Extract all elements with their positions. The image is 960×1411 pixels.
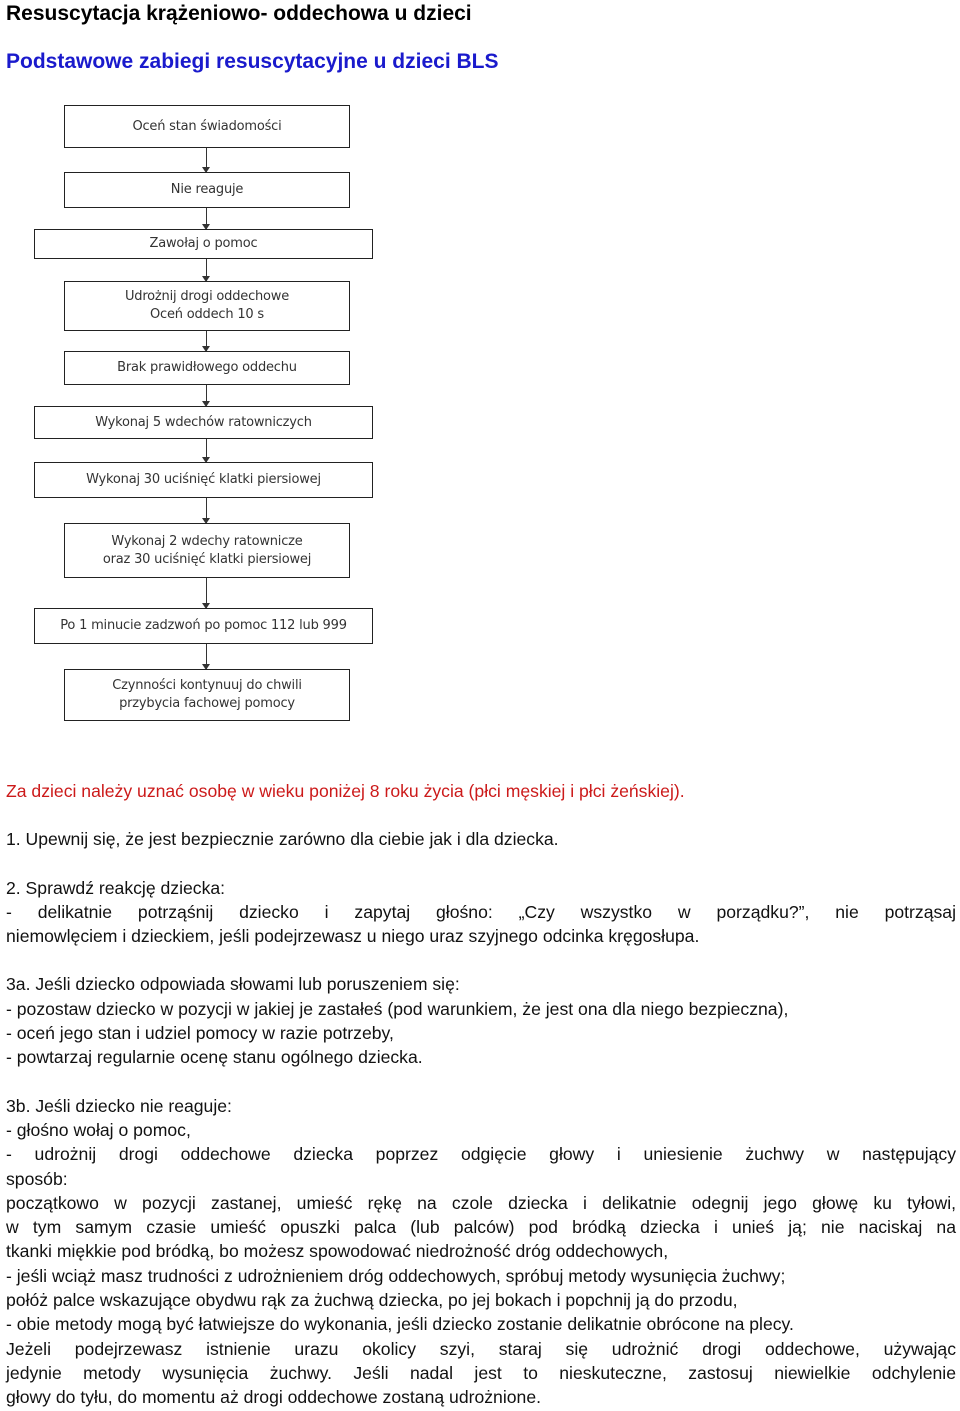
- flow-arrow: [206, 148, 207, 172]
- step-3b-line: - udrożnij drogi oddechowe dziecka poprzez odgięcie głowy i uniesienie żuchwy w następujący: [6, 1144, 956, 1165]
- bls-flowchart: [0, 95, 400, 735]
- step-3a-section: [6, 972, 956, 1069]
- step-3b-line: - jeśli wciąż masz trudności z udrożnieniem dróg oddechowych, spróbuj metody wysunięcia żuchwy;: [6, 1265, 786, 1286]
- flow-step-5-rescue-breaths: Wykonaj 5 wdechów ratowniczych: [34, 406, 373, 439]
- flow-step-call-emergency: Po 1 minucie zadzwoń po pomoc 112 lub 999: [34, 608, 373, 644]
- flow-arrow: [206, 259, 207, 281]
- flow-arrow: [206, 498, 207, 523]
- body-text: [6, 779, 956, 1410]
- step-3a-line: - oceń jego stan i udziel pomocy w razie potrzeby,: [6, 1023, 394, 1044]
- flow-step-no-response: Nie reaguje: [64, 172, 350, 208]
- step-3a-line: - powtarzaj regularnie ocenę stanu ogólnego dziecka.: [6, 1047, 423, 1068]
- flow-step-2-breaths-30-compressions: Wykonaj 2 wdechy ratownicze oraz 30 uciśnięć klatki piersiowej: [64, 523, 350, 578]
- flow-step-continue: Czynności kontynuuj do chwili przybycia fachowej pomocy: [64, 669, 350, 721]
- flow-arrow: [206, 385, 207, 406]
- step-3b-line: jedynie metody wysunięcia żuchwy. Jeśli nadal jest to nieskuteczne, zastosuj niewielkie odchylenie: [6, 1362, 956, 1383]
- step-2-heading: 2. Sprawdź reakcję dziecka:: [6, 877, 226, 898]
- flow-arrow: [206, 331, 207, 351]
- step-3b-line: w tym samym czasie umieść opuszki palca (lub palców) pod bródką dziecka i unieś ją; nie naciskaj na: [6, 1217, 956, 1238]
- step-3b-line: początkowo w pozycji zastanej, umieść rękę na czole dziecka i delikatnie odegnij jego głowę ku tyłowi,: [6, 1192, 956, 1213]
- step-3b-line: - głośno wołaj o pomoc,: [6, 1119, 191, 1140]
- step-3b-heading: 3b. Jeśli dziecko nie reaguje:: [6, 1095, 232, 1116]
- step-3b-line: Jeżeli podejrzewasz istnienie urazu okolicy szyi, staraj się udrożnić drogi oddechowe, używając: [6, 1338, 956, 1359]
- flow-arrow: [206, 439, 207, 462]
- step-3b-line: tkanki miękkie pod bródką, bo możesz spowodować niedrożność dróg oddechowych,: [6, 1241, 669, 1262]
- step-1-paragraph: 1. Upewnij się, że jest bezpiecznie zarówno dla ciebie jak i dla dziecka.: [6, 829, 559, 850]
- step-2-line: niemowlęciem i dzieckiem, jeśli podejrzewasz u niego uraz szyjnego odcinka kręgosłupa.: [6, 926, 700, 947]
- step-2-line: - delikatnie potrząśnij dziecko i zapytaj głośno: „Czy wszystko w porządku?”, nie potrząsaj: [6, 901, 956, 922]
- flow-step-open-airway: Udrożnij drogi oddechowe Oceń oddech 10 s: [64, 281, 350, 331]
- step-3b-line: sposób:: [6, 1168, 68, 1189]
- page-subtitle: Podstawowe zabiegi resuscytacyjne u dzieci BLS: [6, 50, 499, 73]
- flow-step-no-normal-breathing: Brak prawidłowego oddechu: [64, 351, 350, 385]
- flow-arrow: [206, 578, 207, 608]
- flow-step-30-compressions: Wykonaj 30 uciśnięć klatki piersiowej: [34, 462, 373, 498]
- page-title: Resuscytacja krążeniowo- oddechowa u dzieci: [6, 2, 472, 25]
- step-2-section: [6, 876, 956, 949]
- step-3b-section: [6, 1094, 956, 1410]
- intro-paragraph: Za dzieci należy uznać osobę w wieku poniżej 8 roku życia (płci męskiej i płci żeńskiej).: [6, 781, 685, 801]
- flow-arrow: [206, 208, 207, 229]
- flow-arrow: [206, 644, 207, 669]
- step-3b-line: - obie metody mogą być łatwiejsze do wykonania, jeśli dziecko zostanie delikatnie obrócone na plecy.: [6, 1314, 794, 1335]
- step-3b-line: głowy do tyłu, do momentu aż drogi oddechowe zostaną udrożnione.: [6, 1387, 541, 1408]
- flow-step-assess-consciousness: Oceń stan świadomości: [64, 105, 350, 148]
- step-3a-line: - pozostaw dziecko w pozycji w jakiej je zastałeś (pod warunkiem, że jest ona dla niego bezpieczna),: [6, 998, 789, 1019]
- step-3b-line: połóż palce wskazujące obydwu rąk za żuchwą dziecka, po jej bokach i popchnij ją do przodu,: [6, 1290, 738, 1311]
- flow-step-call-for-help: Zawołaj o pomoc: [34, 229, 373, 259]
- step-3a-heading: 3a. Jeśli dziecko odpowiada słowami lub poruszeniem się:: [6, 974, 460, 995]
